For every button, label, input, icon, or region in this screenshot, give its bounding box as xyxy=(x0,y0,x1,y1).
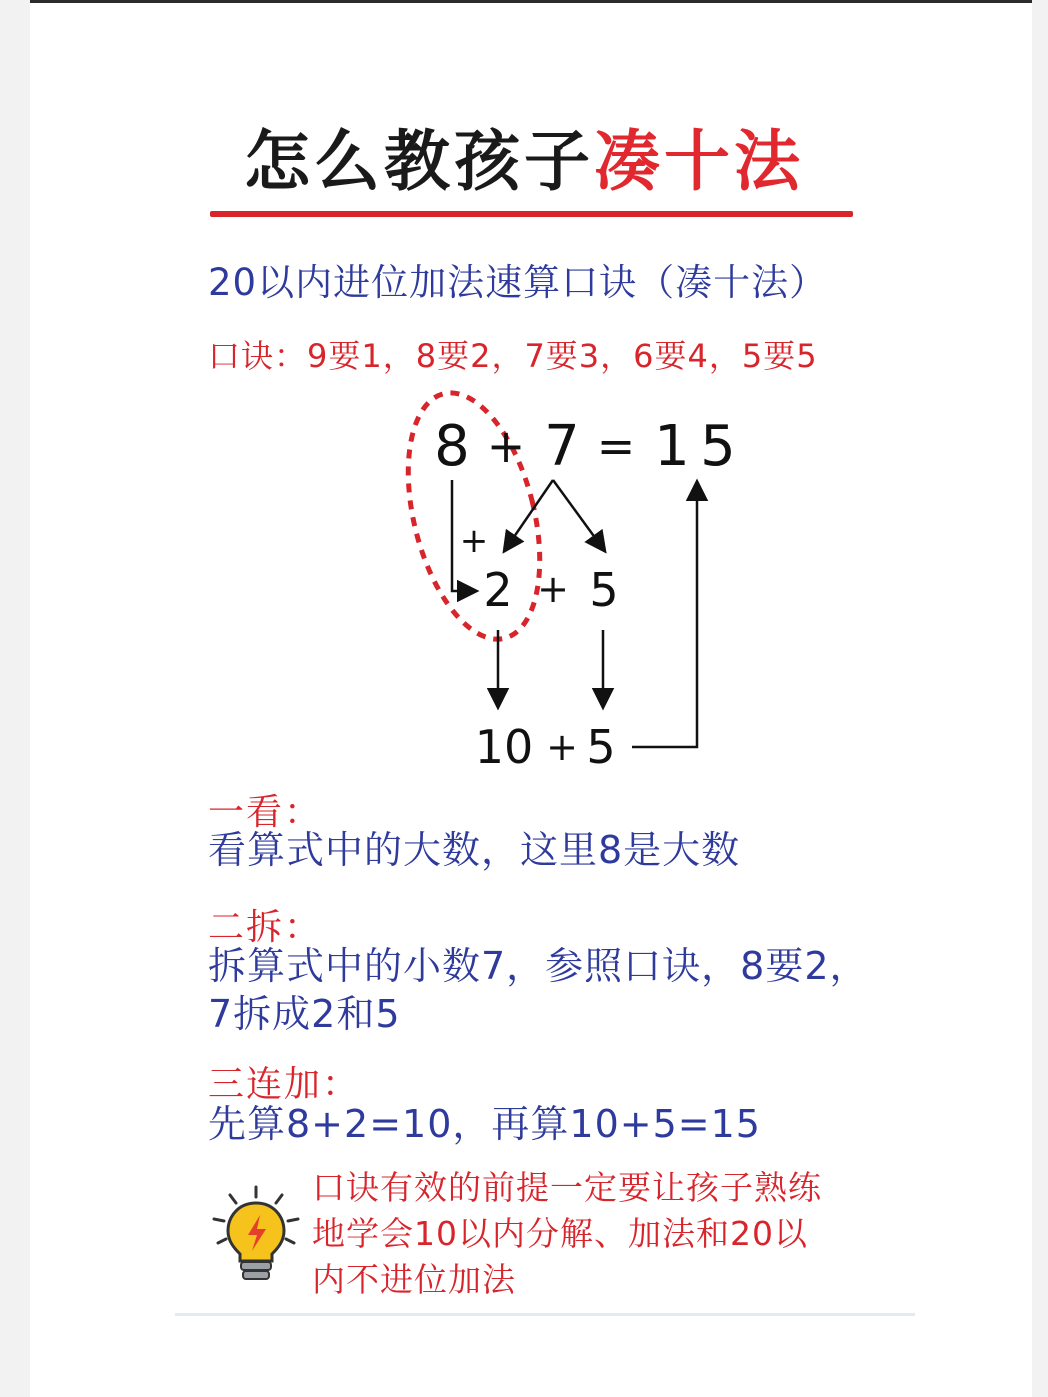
tip-text xyxy=(312,1165,872,1303)
step2-heading: 二拆： xyxy=(208,907,323,948)
eq-result-tens: 1 xyxy=(654,414,690,479)
step2-body-line2: 7拆成2和5 xyxy=(208,992,401,1036)
eq-term-8: 8 xyxy=(434,414,470,479)
tip-line1: 口诀有效的前提一定要让孩子熟练 xyxy=(312,1168,822,1207)
tip-line3: 内不进位加法 xyxy=(312,1260,516,1299)
split-5: 5 xyxy=(589,563,619,617)
tip-line2: 地学会10以内分解、加法和20以 xyxy=(312,1214,808,1253)
highlight-circle xyxy=(385,380,562,653)
step1-body: 看算式中的大数，这里8是大数 xyxy=(208,828,741,872)
eq-result-ones: 5 xyxy=(700,414,736,479)
step1-heading: 一看： xyxy=(208,792,323,833)
split-plus: + xyxy=(537,567,569,611)
arrow-to-15 xyxy=(632,483,697,747)
top-border xyxy=(30,0,1032,3)
step3-body: 先算8+2=10，再算10+5=15 xyxy=(208,1102,761,1146)
arrow-7-to-2 xyxy=(505,480,553,550)
split-2: 2 xyxy=(483,563,513,617)
lightbulb-icon xyxy=(210,1183,302,1287)
mnemonic: 口诀：9要1，8要2，7要3，6要4，5要5 xyxy=(208,337,818,375)
step3-heading: 三连加： xyxy=(208,1064,361,1105)
make-ten-diagram xyxy=(0,380,1048,790)
subtitle: 20以内进位加法速算口诀（凑十法） xyxy=(208,261,828,304)
title-highlight: 凑十法 xyxy=(594,123,804,200)
arrow-7-to-5 xyxy=(553,480,604,550)
result-5: 5 xyxy=(586,720,616,774)
bottom-divider xyxy=(175,1313,915,1316)
eq-plus: + xyxy=(486,419,526,473)
step2-body xyxy=(208,942,908,1038)
title-main: 怎么教孩子 xyxy=(244,123,594,200)
result-10: 10 xyxy=(474,720,534,774)
step2-body-line1: 拆算式中的小数7，参照口诀，8要2， xyxy=(208,944,869,988)
small-plus: + xyxy=(459,521,489,561)
eq-term-7: 7 xyxy=(544,414,580,479)
page-title xyxy=(0,108,1048,203)
result-plus: + xyxy=(546,725,578,769)
title-underline xyxy=(210,211,853,217)
eq-equals: = xyxy=(596,419,636,473)
